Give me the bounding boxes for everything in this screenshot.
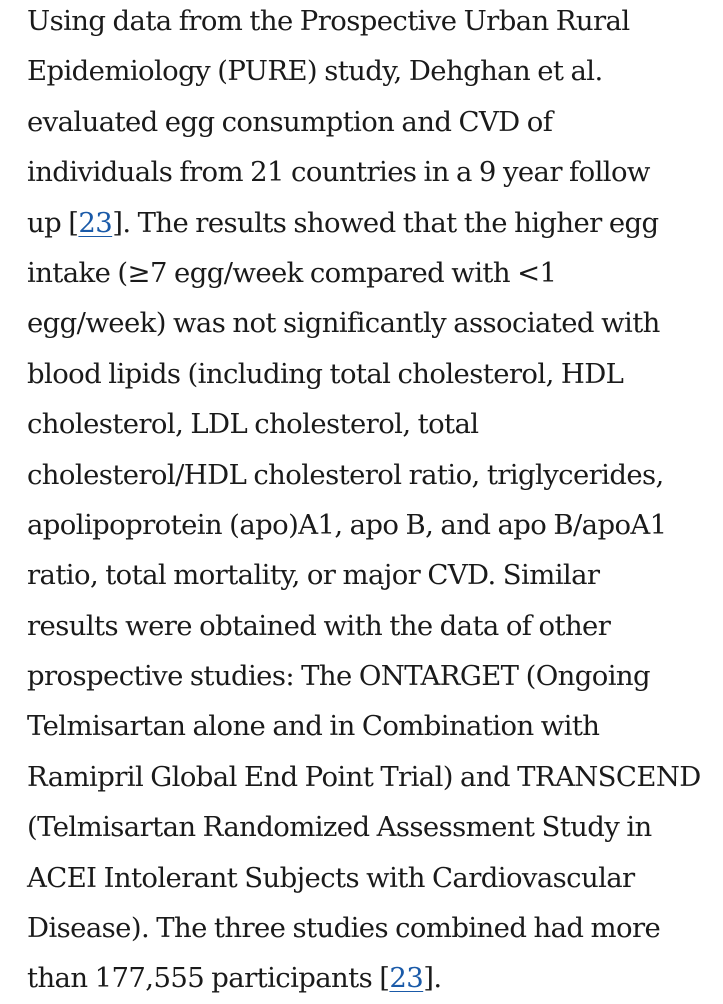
text-line: ratio, total mortality, or major CVD. Similar	[27, 559, 600, 592]
text-line: individuals from 21 countries in a 9 year follow	[27, 156, 650, 189]
text-line: apolipoprotein (apo)A1, apo B, and apo B/apoA1	[27, 508, 667, 541]
text-line: Telmisartan alone and in Combination with	[27, 710, 600, 743]
text-line: prospective studies: The ONTARGET (Ongoing	[27, 660, 651, 693]
text-line: Ramipril Global End Point Trial) and TRANSCEND	[27, 760, 701, 793]
text-line: Disease). The three studies combined had more	[27, 912, 661, 945]
text-line: up [23]. The results showed that the higher egg	[27, 206, 659, 239]
text-line: results were obtained with the data of other	[27, 609, 611, 642]
text-line: ACEI Intolerant Subjects with Cardiovascular	[27, 861, 635, 894]
text-line: Using data from the Prospective Urban Rural	[27, 5, 630, 37]
text-line: (Telmisartan Randomized Assessment Study in	[27, 811, 652, 844]
text-line: evaluated egg consumption and CVD of	[27, 105, 553, 138]
text-line: cholesterol/HDL cholesterol ratio, triglycerides,	[27, 458, 664, 491]
article-paragraph	[27, 0, 717, 1004]
text-line: intake (≥7 egg/week compared with <1	[27, 256, 557, 289]
citation-link-23[interactable]: 23	[78, 206, 113, 239]
text-line: cholesterol, LDL cholesterol, total	[27, 408, 479, 441]
text-line: blood lipids (including total cholesterol, HDL	[27, 357, 624, 390]
citation-link-23[interactable]: 23	[389, 962, 424, 995]
text-line: than 177,555 participants [23].	[27, 962, 442, 995]
text-line: Epidemiology (PURE) study, Dehghan et al.	[27, 55, 603, 88]
text-line: egg/week) was not significantly associated with	[27, 307, 660, 340]
